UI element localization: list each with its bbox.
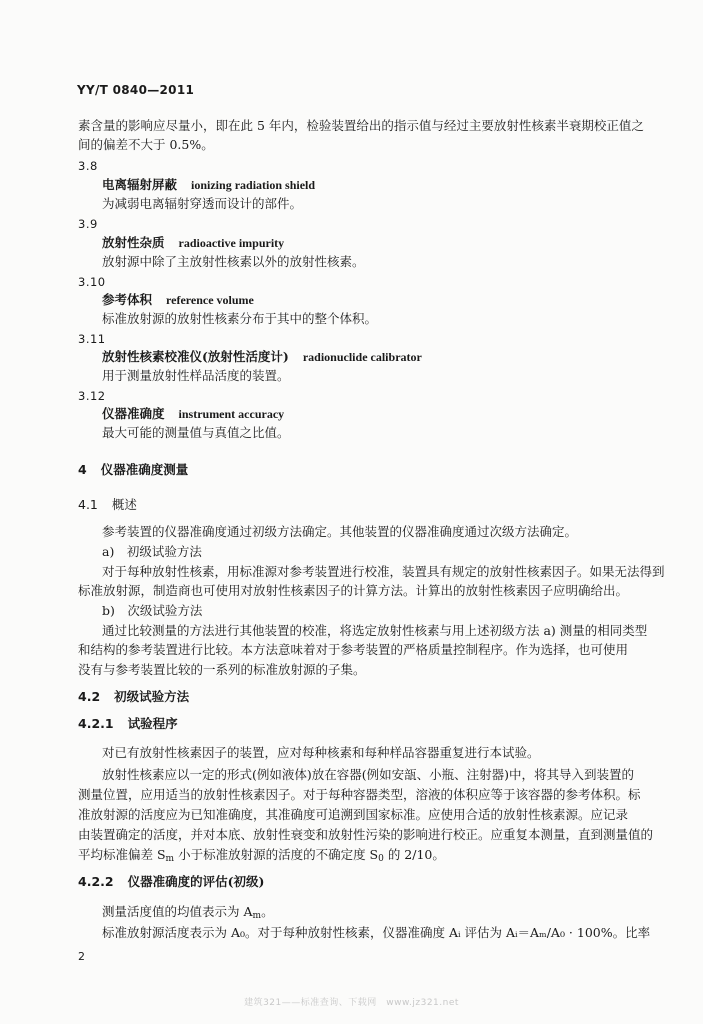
term-definition: 为减弱电离辐射穿透而设计的部件。: [102, 196, 303, 211]
paragraph: [78, 847, 445, 867]
term-definition: 用于测量放射性样品活度的装置。: [102, 368, 290, 383]
paragraph: 标准放射源活度表示为 A₀。对于每种放射性核素，仪器准确度 Aᵢ 评估为 Aᵢ＝Aₘ/A₀ · 100%。比率: [102, 925, 651, 940]
list-item-label: b) 次级试验方法: [102, 603, 203, 618]
paragraph: 没有与参考装置比较的一系列的标准放射源的子集。: [78, 662, 366, 677]
term-zh: 电离辐射屏蔽: [102, 177, 178, 192]
paragraph: 放射性核素应以一定的形式(例如液体)放在容器(例如安瓿、小瓶、注射器)中，将其导入到装置的: [102, 767, 635, 782]
subsection-heading: [78, 689, 189, 705]
section-number: 4: [78, 462, 87, 477]
subsubsection-title: 仪器准确度的评估(初级): [127, 874, 265, 889]
term-title: [102, 349, 422, 365]
subsubsection-heading: [78, 874, 264, 890]
term-number: 3.9: [78, 217, 98, 231]
page-number: 2: [78, 950, 85, 963]
term-en: reference volume: [166, 293, 254, 307]
subsubsection-number: 4.2.1: [78, 716, 114, 731]
section-title: 仪器准确度测量: [100, 462, 189, 477]
term-number: 3.8: [78, 159, 98, 173]
section-heading: [78, 462, 188, 478]
list-item-label: a) 初级试验方法: [102, 544, 202, 559]
term-title: [102, 406, 284, 422]
term-number: 3.10: [78, 275, 106, 289]
paragraph: 测量位置，应用适当的放射性核素因子。对于每种容器类型，溶液的体积应等于该容器的参考体积。标: [78, 787, 641, 802]
text-span: 的 2/10。: [383, 847, 445, 862]
intro-line-1: 素含量的影响应尽量小，即在此 5 年内，检验装置给出的指示值与经过主要放射性核素半衰期校正值之: [78, 118, 644, 133]
subsection-heading: [78, 497, 137, 513]
paragraph: 准放射源的活度应为已知准确度，其准确度可追溯到国家标准。应使用合适的放射性核素源。应记录: [78, 807, 629, 822]
term-definition: 放射源中除了主放射性核素以外的放射性核素。: [102, 254, 365, 269]
term-definition: 最大可能的测量值与真值之比值。: [102, 425, 290, 440]
subsubsection-title: 试验程序: [127, 716, 178, 731]
paragraph: 由装置确定的活度，并对本底、放射性衰变和放射性污染的影响进行校正。应重复本测量，直到测量值的: [78, 827, 654, 842]
paragraph: 对已有放射性核素因子的装置，应对每种核素和每种样品容器重复进行本试验。: [102, 745, 540, 760]
subsubsection-heading: [78, 716, 178, 732]
subscript: m: [252, 911, 262, 921]
subsection-number: 4.2: [78, 689, 101, 704]
term-number: 3.12: [78, 389, 106, 403]
term-zh: 参考体积: [102, 292, 153, 307]
intro-line-2: 间的偏差不大于 0.5%。: [78, 137, 214, 152]
term-number: 3.11: [78, 332, 106, 346]
document-id: YY/T 0840—2011: [77, 83, 195, 97]
paragraph: 和结构的参考装置进行比较。本方法意味着对于参考装置的严格质量控制程序。作为选择，也可使用: [78, 642, 629, 657]
subsection-number: 4.1: [78, 497, 98, 512]
term-en: instrument accuracy: [178, 407, 285, 421]
paragraph: 通过比较测量的方法进行其他装置的校准，将选定放射性核素与用上述初级方法 a) 测量的相同类型: [102, 623, 648, 638]
paragraph: 对于每种放射性核素，用标准源对参考装置进行校准，装置具有规定的放射性核素因子。如果无法得到: [102, 564, 665, 579]
term-zh: 仪器准确度: [102, 406, 165, 421]
text-span: 测量活度值的均值表示为 A: [102, 904, 253, 919]
paragraph: 参考装置的仪器准确度通过初级方法确定。其他装置的仪器准确度通过次级方法确定。: [102, 524, 578, 539]
term-en: ionizing radiation shield: [191, 178, 316, 192]
footer-watermark: 建筑321——标准查询、下载网 www.jz321.net: [244, 998, 459, 1008]
term-zh: 放射性核素校准仪(放射性活度计): [102, 349, 289, 364]
text-span: 。: [261, 904, 274, 919]
text-span: 平均标准偏差 S: [78, 847, 166, 862]
subsection-title: 初级试验方法: [114, 689, 190, 704]
subscript: m: [165, 854, 175, 864]
paragraph: [102, 904, 274, 924]
subsubsection-number: 4.2.2: [78, 874, 114, 889]
term-title: [102, 292, 254, 308]
paragraph: 标准放射源，制造商也可使用对放射性核素因子的计算方法。计算出的放射性核素因子应明确给出。: [78, 583, 629, 598]
term-en: radioactive impurity: [178, 236, 285, 250]
subscript: 0: [378, 854, 384, 864]
subsection-title: 概述: [111, 497, 137, 512]
text-span: 小于标准放射源的活度的不确定度 S: [174, 847, 379, 862]
term-en: radionuclide calibrator: [302, 350, 422, 364]
term-title: [102, 235, 284, 251]
term-zh: 放射性杂质: [102, 235, 165, 250]
term-title: [102, 177, 315, 193]
term-definition: 标准放射源的放射性核素分布于其中的整个体积。: [102, 311, 378, 326]
